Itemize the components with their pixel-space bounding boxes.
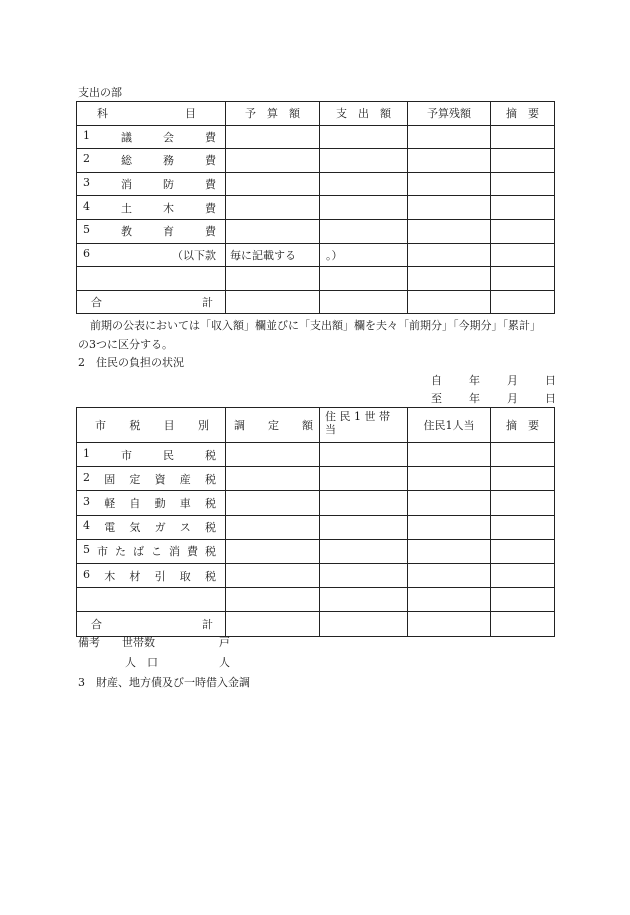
total-row — [77, 612, 555, 636]
value-cell — [226, 219, 320, 243]
value-cell — [320, 443, 408, 467]
value-cell — [320, 172, 408, 196]
value-cell — [320, 515, 408, 539]
header-label: 摘 要 — [506, 419, 539, 432]
date-from-label: 自 — [431, 374, 442, 387]
header-subject — [77, 105, 225, 121]
value-cell — [226, 149, 320, 173]
header-cell — [491, 102, 555, 126]
table-row — [77, 539, 555, 563]
item-char: 民 — [163, 448, 174, 462]
item-char: こ — [151, 545, 162, 559]
value-cell — [408, 172, 491, 196]
total-row — [77, 290, 555, 314]
empty-cell — [320, 267, 408, 291]
item-char: 車 — [179, 496, 191, 510]
value-cell — [226, 243, 320, 267]
value-cell — [491, 491, 555, 515]
value-cell — [491, 515, 555, 539]
value-cell — [226, 563, 320, 587]
header-cell — [320, 102, 408, 126]
value-cell — [408, 443, 491, 467]
item-char: 消 — [169, 545, 180, 559]
population-label: 人 口 — [125, 656, 158, 669]
empty-cell — [320, 588, 408, 612]
tax-item-label — [77, 495, 225, 511]
table-row — [77, 196, 555, 220]
value-cell — [491, 539, 555, 563]
item-char: 会 — [163, 130, 174, 144]
header-cell — [226, 408, 320, 443]
item-char: 産 — [179, 472, 191, 486]
item-number: 1 — [83, 128, 90, 142]
empty-cell — [408, 267, 491, 291]
value-cell — [408, 149, 491, 173]
item-number: 6 — [83, 246, 90, 260]
date-to — [404, 390, 556, 406]
tax-item-cell — [77, 491, 226, 515]
item-char: 消 — [121, 178, 132, 192]
item-char: 木 — [104, 569, 116, 583]
item-label — [77, 223, 225, 239]
header-char: 市 — [95, 419, 106, 432]
item-char: 教 — [121, 225, 132, 239]
total-char: 計 — [202, 296, 213, 310]
header-cell — [320, 408, 408, 443]
tax-item-label — [77, 543, 225, 559]
value-cell — [226, 491, 320, 515]
date-to-label: 至 — [431, 392, 442, 405]
header-char: 定 — [268, 419, 279, 432]
item-number: 3 — [83, 494, 90, 508]
header-row — [77, 408, 555, 443]
value-cell — [320, 196, 408, 220]
table-row — [77, 267, 555, 291]
header-label: 予 算 額 — [245, 107, 300, 121]
header-cell — [77, 408, 226, 443]
item-char: 固 — [104, 472, 116, 486]
header-cell — [77, 102, 226, 126]
item-char: 費 — [205, 154, 216, 168]
item-char: 議 — [121, 130, 132, 144]
item-label — [77, 200, 225, 216]
value-cell — [226, 125, 320, 149]
table-row — [77, 243, 555, 267]
tax-item-label — [77, 568, 225, 584]
value-cell — [226, 290, 320, 314]
date-from-month: 月 — [507, 374, 518, 387]
date-from — [404, 372, 556, 388]
item-char: 税 — [205, 545, 216, 559]
header-assessed — [226, 417, 319, 433]
households-label: 世帯数 — [122, 636, 155, 649]
item-number: 2 — [83, 470, 90, 484]
value-cell — [491, 196, 555, 220]
table-row — [77, 172, 555, 196]
date-to-month: 月 — [507, 392, 518, 405]
value-cell — [320, 563, 408, 587]
header-char: 額 — [302, 419, 313, 432]
table-row — [77, 149, 555, 173]
item-char: た — [115, 545, 126, 559]
value-cell — [320, 149, 408, 173]
header-row — [77, 102, 555, 126]
value-cell — [408, 290, 491, 314]
header-label: 摘 要 — [506, 107, 539, 121]
value-cell — [320, 290, 408, 314]
note-paragraph: 前期の公表においては「収入額」欄並びに「支出額」欄を夫々「前期分」「今期分」「累計」の3つに区分する。 — [78, 319, 541, 351]
value-cell — [491, 219, 555, 243]
header-label: 予算残額 — [427, 107, 471, 121]
note-part-2: 毎に記載する — [230, 248, 296, 262]
empty-cell — [408, 588, 491, 612]
date-to-day: 日 — [545, 392, 556, 405]
value-cell — [320, 243, 408, 267]
item-cell — [77, 125, 226, 149]
item-char: 費 — [187, 545, 198, 559]
empty-cell — [77, 267, 226, 291]
tax-item-label — [77, 471, 225, 487]
value-cell — [320, 219, 408, 243]
value-cell — [408, 219, 491, 243]
item-char: 費 — [205, 130, 216, 144]
empty-cell — [491, 267, 555, 291]
value-cell — [408, 563, 491, 587]
item-number: 5 — [83, 223, 90, 237]
item-char: 税 — [204, 472, 216, 486]
note-part-1: （以下款 — [172, 248, 216, 262]
item-number: 3 — [83, 176, 90, 190]
item-char: 引 — [154, 569, 166, 583]
item-char: 防 — [163, 178, 174, 192]
tax-item-label — [77, 519, 225, 535]
item-number: 4 — [83, 519, 90, 533]
item-cell — [77, 243, 226, 267]
table-row — [77, 588, 555, 612]
header-char: 税 — [129, 419, 141, 432]
value-cell — [320, 491, 408, 515]
value-cell — [226, 467, 320, 491]
expenditure-heading: 支出の部 — [78, 86, 122, 99]
tax-item-cell — [77, 515, 226, 539]
total-char: 計 — [202, 617, 213, 631]
value-cell — [491, 125, 555, 149]
item-char: ば — [133, 545, 144, 559]
item-char: 材 — [129, 569, 141, 583]
total-label-cell — [77, 612, 226, 636]
item-char: 土 — [121, 201, 132, 215]
item-char: 税 — [204, 569, 216, 583]
expenditure-table — [76, 101, 555, 314]
item-cell — [77, 219, 226, 243]
header-tax-type — [77, 417, 225, 433]
item-char: 費 — [205, 201, 216, 215]
item-char: 木 — [163, 201, 174, 215]
header-char: 調 — [234, 419, 245, 432]
header-cell — [408, 408, 491, 443]
value-cell — [408, 467, 491, 491]
tax-item-cell — [77, 443, 226, 467]
item-char: 育 — [163, 225, 174, 239]
item-char: 総 — [121, 154, 132, 168]
header-cell — [226, 102, 320, 126]
header-cell — [408, 102, 491, 126]
header-char: 別 — [197, 419, 209, 432]
item-label — [77, 152, 225, 168]
section3-heading: 3 財産、地方債及び一時借入金調 — [78, 676, 250, 689]
table-row — [77, 219, 555, 243]
value-cell — [408, 196, 491, 220]
item-char: 定 — [129, 472, 141, 486]
item-char: ガ — [154, 521, 166, 535]
total-label-cell — [77, 290, 226, 314]
value-cell — [226, 172, 320, 196]
item-char: 動 — [154, 496, 166, 510]
item-char: 務 — [163, 154, 174, 168]
value-cell — [491, 467, 555, 491]
section2-heading: 2 住民の負担の状況 — [78, 356, 184, 369]
empty-cell — [77, 588, 226, 612]
value-cell — [320, 539, 408, 563]
table-row — [77, 443, 555, 467]
item-char: 軽 — [104, 496, 116, 510]
item-char: 市 — [97, 545, 108, 559]
table-row — [77, 563, 555, 587]
header-cell — [491, 408, 555, 443]
item-char: ス — [179, 521, 191, 535]
tax-burden-table — [76, 407, 555, 637]
value-cell — [491, 243, 555, 267]
value-cell — [491, 563, 555, 587]
item-char: 税 — [204, 521, 216, 535]
value-cell — [491, 149, 555, 173]
value-cell — [320, 125, 408, 149]
tax-item-cell — [77, 467, 226, 491]
item-label — [77, 247, 225, 263]
empty-cell — [491, 588, 555, 612]
note-part-3: 。） — [326, 248, 343, 262]
value-cell — [491, 290, 555, 314]
header-label: 科 目 — [97, 107, 196, 121]
item-char: 自 — [129, 496, 141, 510]
value-cell — [408, 125, 491, 149]
total-label — [77, 294, 225, 310]
item-char: 電 — [104, 521, 116, 535]
empty-cell — [226, 588, 320, 612]
table-row — [77, 125, 555, 149]
empty-cell — [226, 267, 320, 291]
tax-item-cell — [77, 539, 226, 563]
value-cell — [226, 443, 320, 467]
item-char: 取 — [179, 569, 191, 583]
value-cell — [408, 515, 491, 539]
value-cell — [408, 539, 491, 563]
item-cell — [77, 196, 226, 220]
item-char: 税 — [204, 496, 216, 510]
value-cell — [320, 612, 408, 636]
header-char: 目 — [163, 419, 175, 432]
item-number: 4 — [83, 199, 90, 213]
value-cell — [226, 515, 320, 539]
value-cell — [408, 243, 491, 267]
item-number: 5 — [83, 543, 90, 557]
item-char: 費 — [205, 225, 216, 239]
item-label — [77, 176, 225, 192]
table-row — [77, 491, 555, 515]
item-char: 税 — [205, 448, 216, 462]
value-cell — [408, 491, 491, 515]
total-char: 合 — [91, 617, 102, 631]
table-row — [77, 467, 555, 491]
remarks-label: 備考 — [78, 636, 100, 649]
value-cell — [226, 612, 320, 636]
value-cell — [320, 467, 408, 491]
value-cell — [491, 172, 555, 196]
item-char: 気 — [129, 521, 141, 535]
value-cell — [226, 196, 320, 220]
population-unit: 人 — [219, 656, 230, 669]
value-cell — [226, 539, 320, 563]
total-label — [77, 616, 225, 632]
header-label: 住民1人当 — [423, 419, 475, 432]
value-cell — [408, 612, 491, 636]
item-char: 費 — [205, 178, 216, 192]
tax-item-cell — [77, 563, 226, 587]
value-cell — [491, 443, 555, 467]
date-to-year: 年 — [469, 392, 480, 405]
item-number: 2 — [83, 152, 90, 166]
item-label — [77, 129, 225, 145]
item-cell — [77, 149, 226, 173]
item-char: 資 — [154, 472, 166, 486]
item-char: 市 — [121, 448, 132, 462]
header-label: 支 出 額 — [336, 107, 391, 121]
date-from-year: 年 — [469, 374, 480, 387]
date-from-day: 日 — [545, 374, 556, 387]
total-char: 合 — [91, 296, 102, 310]
header-label: 住 民 1 世 帯 当 — [325, 410, 390, 436]
households-unit: 戸 — [219, 636, 230, 649]
table-row — [77, 515, 555, 539]
item-number: 6 — [83, 567, 90, 581]
tax-item-label — [77, 447, 225, 463]
item-cell — [77, 172, 226, 196]
item-number: 1 — [83, 446, 90, 460]
value-cell — [491, 612, 555, 636]
